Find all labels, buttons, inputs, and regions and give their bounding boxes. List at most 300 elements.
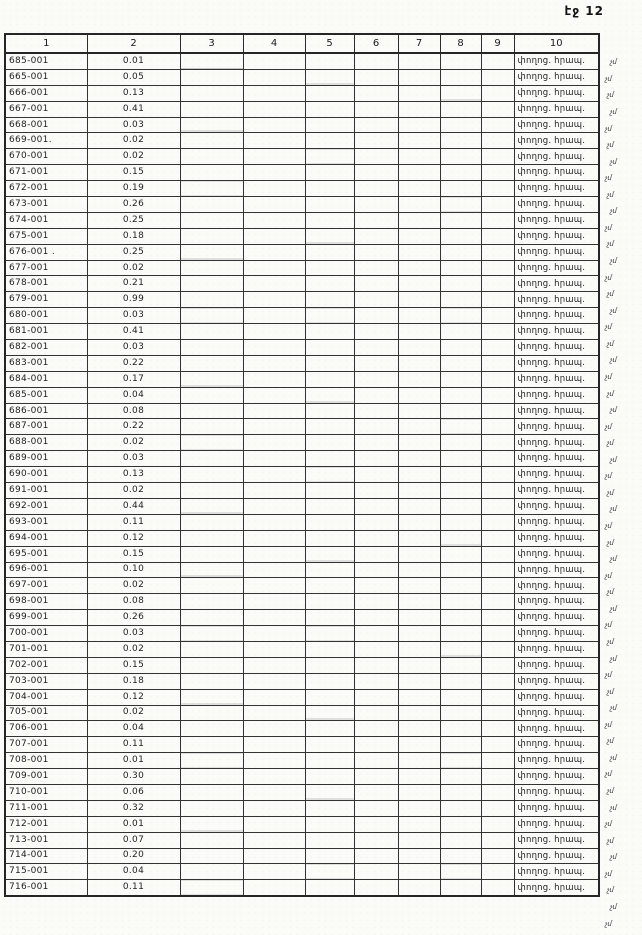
empty-cell [440, 753, 481, 769]
parcel-id-cell: 682-001 [5, 340, 87, 356]
empty-cell [180, 149, 243, 165]
empty-cell [305, 181, 354, 197]
empty-cell [481, 419, 514, 435]
empty-cell [440, 530, 481, 546]
empty-cell [440, 53, 481, 69]
empty-cell [440, 769, 481, 785]
parcel-id-cell: 711-001 [5, 800, 87, 816]
margin-note: չմ [610, 157, 617, 166]
parcel-id-cell: 701-001 [5, 641, 87, 657]
street-type-cell: փողոց. հրապ. [514, 721, 599, 737]
empty-cell [398, 514, 440, 530]
table-row [5, 197, 599, 213]
margin-note: չմ [607, 588, 614, 597]
empty-cell [440, 689, 481, 705]
empty-cell [440, 371, 481, 387]
empty-cell [305, 451, 354, 467]
parcel-id-cell: 715-001 [5, 864, 87, 880]
table-row [5, 800, 599, 816]
empty-cell [440, 165, 481, 181]
empty-cell [354, 578, 398, 594]
street-type-cell: փողոց. հրապ. [514, 816, 599, 832]
empty-cell [354, 769, 398, 785]
empty-cell [180, 117, 243, 133]
empty-cell [398, 244, 440, 260]
empty-cell [398, 53, 440, 69]
empty-cell [305, 324, 354, 340]
parcel-id-cell: 703-001 [5, 673, 87, 689]
area-value-cell: 0.08 [87, 403, 180, 419]
street-type-cell: փողոց. հրապ. [514, 117, 599, 133]
street-type-cell: փողոց. հրապ. [514, 101, 599, 117]
empty-cell [481, 467, 514, 483]
parcel-id-cell: 669-001. [5, 133, 87, 149]
empty-cell [440, 419, 481, 435]
empty-cell [398, 308, 440, 324]
table-row [5, 101, 599, 117]
table-row [5, 467, 599, 483]
column-header-2: 2 [87, 34, 180, 53]
empty-cell [481, 880, 514, 896]
table-row [5, 403, 599, 419]
empty-cell [305, 260, 354, 276]
empty-cell [398, 848, 440, 864]
margin-note: չմ [610, 803, 617, 812]
empty-cell [180, 165, 243, 181]
empty-cell [398, 149, 440, 165]
area-value-cell: 0.02 [87, 483, 180, 499]
empty-cell [398, 578, 440, 594]
empty-cell [243, 260, 305, 276]
empty-cell [398, 784, 440, 800]
empty-cell [440, 197, 481, 213]
empty-cell [440, 641, 481, 657]
empty-cell [243, 419, 305, 435]
empty-cell [243, 784, 305, 800]
margin-note: չմ [607, 886, 614, 895]
empty-cell [243, 483, 305, 499]
empty-cell [398, 832, 440, 848]
empty-cell [354, 546, 398, 562]
empty-cell [481, 498, 514, 514]
street-type-cell: փողոց. հրապ. [514, 657, 599, 673]
street-type-cell: փողոց. հրապ. [514, 800, 599, 816]
margin-note: չմ [607, 538, 614, 547]
empty-cell [305, 133, 354, 149]
parcel-id-cell: 685-001 [5, 53, 87, 69]
margin-note: չմ [605, 174, 612, 183]
empty-cell [354, 276, 398, 292]
street-type-cell: փողոց. հրապ. [514, 149, 599, 165]
table-row [5, 689, 599, 705]
empty-cell [440, 832, 481, 848]
table-row [5, 721, 599, 737]
empty-cell [243, 53, 305, 69]
empty-cell [180, 244, 243, 260]
empty-cell [481, 85, 514, 101]
parcel-id-cell: 710-001 [5, 784, 87, 800]
empty-cell [481, 864, 514, 880]
area-value-cell: 0.02 [87, 260, 180, 276]
empty-cell [305, 101, 354, 117]
street-type-cell: փողոց. հրապ. [514, 85, 599, 101]
empty-cell [398, 101, 440, 117]
empty-cell [354, 149, 398, 165]
area-value-cell: 0.01 [87, 753, 180, 769]
margin-note: չմ [607, 190, 614, 199]
empty-cell [354, 626, 398, 642]
parcel-id-cell: 694-001 [5, 530, 87, 546]
empty-cell [305, 594, 354, 610]
empty-cell [398, 864, 440, 880]
empty-cell [440, 117, 481, 133]
area-value-cell: 0.02 [87, 641, 180, 657]
area-value-cell: 0.07 [87, 832, 180, 848]
parcel-id-cell: 676-001 . [5, 244, 87, 260]
empty-cell [481, 149, 514, 165]
area-value-cell: 0.99 [87, 292, 180, 308]
area-value-cell: 0.13 [87, 467, 180, 483]
empty-cell [481, 69, 514, 85]
empty-cell [354, 880, 398, 896]
empty-cell [398, 737, 440, 753]
empty-cell [243, 880, 305, 896]
margin-note: չմ [605, 472, 612, 481]
empty-cell [481, 848, 514, 864]
empty-cell [180, 212, 243, 228]
empty-cell [180, 355, 243, 371]
parcel-id-cell: 675-001 [5, 228, 87, 244]
parcel-id-cell: 666-001 [5, 85, 87, 101]
empty-cell [398, 753, 440, 769]
empty-cell [180, 737, 243, 753]
empty-cell [440, 626, 481, 642]
street-type-cell: փողոց. հրապ. [514, 864, 599, 880]
empty-cell [180, 101, 243, 117]
empty-cell [481, 483, 514, 499]
empty-cell [305, 498, 354, 514]
table-row [5, 85, 599, 101]
empty-cell [481, 800, 514, 816]
empty-cell [305, 419, 354, 435]
area-value-cell: 0.30 [87, 769, 180, 785]
area-value-cell: 0.11 [87, 737, 180, 753]
empty-cell [180, 371, 243, 387]
empty-cell [243, 721, 305, 737]
empty-cell [243, 276, 305, 292]
area-value-cell: 0.12 [87, 530, 180, 546]
table-row [5, 69, 599, 85]
empty-cell [243, 610, 305, 626]
parcel-id-cell: 668-001 [5, 117, 87, 133]
empty-cell [180, 435, 243, 451]
margin-note: չմ [607, 439, 614, 448]
empty-cell [354, 673, 398, 689]
margin-note: չմ [610, 604, 617, 613]
margin-note: չմ [607, 687, 614, 696]
empty-cell [354, 816, 398, 832]
parcel-id-cell: 684-001 [5, 371, 87, 387]
empty-cell [354, 753, 398, 769]
empty-cell [354, 69, 398, 85]
empty-cell [481, 737, 514, 753]
margin-note: չմ [607, 91, 614, 100]
parcel-id-cell: 689-001 [5, 451, 87, 467]
parcel-id-cell: 705-001 [5, 705, 87, 721]
empty-cell [180, 546, 243, 562]
empty-cell [243, 69, 305, 85]
empty-cell [243, 244, 305, 260]
empty-cell [305, 721, 354, 737]
empty-cell [398, 435, 440, 451]
street-type-cell: փողոց. հրապ. [514, 228, 599, 244]
empty-cell [354, 165, 398, 181]
parcel-id-cell: 704-001 [5, 689, 87, 705]
empty-cell [440, 467, 481, 483]
parcel-id-cell: 685-001 [5, 387, 87, 403]
margin-note: չմ [610, 704, 617, 713]
empty-cell [305, 371, 354, 387]
empty-cell [440, 387, 481, 403]
area-value-cell: 0.02 [87, 149, 180, 165]
table-row [5, 514, 599, 530]
area-value-cell: 0.13 [87, 85, 180, 101]
empty-cell [398, 498, 440, 514]
parcel-id-cell: 692-001 [5, 498, 87, 514]
empty-cell [305, 610, 354, 626]
column-header-7: 7 [398, 34, 440, 53]
margin-note: չմ [610, 902, 617, 911]
street-type-cell: փողոց. հրապ. [514, 530, 599, 546]
parcel-id-cell: 693-001 [5, 514, 87, 530]
empty-cell [243, 371, 305, 387]
empty-cell [305, 228, 354, 244]
table-row [5, 784, 599, 800]
parcel-id-cell: 713-001 [5, 832, 87, 848]
table-row [5, 181, 599, 197]
empty-cell [398, 133, 440, 149]
empty-cell [180, 864, 243, 880]
empty-cell [440, 308, 481, 324]
area-value-cell: 0.44 [87, 498, 180, 514]
table-row [5, 498, 599, 514]
empty-cell [398, 673, 440, 689]
empty-cell [354, 483, 398, 499]
empty-cell [354, 848, 398, 864]
area-value-cell: 0.02 [87, 435, 180, 451]
parcel-id-cell: 683-001 [5, 355, 87, 371]
parcel-id-cell: 691-001 [5, 483, 87, 499]
empty-cell [243, 641, 305, 657]
empty-cell [243, 228, 305, 244]
empty-cell [440, 292, 481, 308]
area-value-cell: 0.02 [87, 578, 180, 594]
empty-cell [243, 165, 305, 181]
table-row [5, 530, 599, 546]
parcel-id-cell: 699-001 [5, 610, 87, 626]
table-body [5, 53, 599, 896]
empty-cell [481, 641, 514, 657]
empty-cell [243, 101, 305, 117]
empty-cell [398, 546, 440, 562]
empty-cell [243, 498, 305, 514]
empty-cell [243, 769, 305, 785]
margin-note: չմ [605, 770, 612, 779]
empty-cell [481, 260, 514, 276]
table-row [5, 355, 599, 371]
empty-cell [243, 117, 305, 133]
street-type-cell: փողոց. հրապ. [514, 244, 599, 260]
empty-cell [180, 53, 243, 69]
empty-cell [243, 657, 305, 673]
margin-note: չմ [605, 74, 612, 83]
margin-note: չմ [610, 455, 617, 464]
street-type-cell: փողոց. հրապ. [514, 784, 599, 800]
empty-cell [398, 594, 440, 610]
empty-cell [440, 403, 481, 419]
area-value-cell: 0.08 [87, 594, 180, 610]
table-row [5, 212, 599, 228]
empty-cell [398, 69, 440, 85]
empty-cell [398, 483, 440, 499]
empty-cell [481, 324, 514, 340]
parcel-id-cell: 702-001 [5, 657, 87, 673]
empty-cell [305, 165, 354, 181]
table-row [5, 260, 599, 276]
parcel-id-cell: 690-001 [5, 467, 87, 483]
table-row [5, 117, 599, 133]
empty-cell [180, 324, 243, 340]
empty-cell [481, 721, 514, 737]
empty-cell [180, 610, 243, 626]
empty-cell [354, 467, 398, 483]
table-row [5, 578, 599, 594]
street-type-cell: փողոց. հրապ. [514, 403, 599, 419]
empty-cell [243, 133, 305, 149]
empty-cell [481, 435, 514, 451]
parcel-id-cell: 674-001 [5, 212, 87, 228]
empty-cell [354, 737, 398, 753]
empty-cell [305, 562, 354, 578]
street-type-cell: փողոց. հրապ. [514, 276, 599, 292]
empty-cell [180, 816, 243, 832]
empty-cell [440, 451, 481, 467]
parcel-id-cell: 707-001 [5, 737, 87, 753]
margin-note: չմ [610, 306, 617, 315]
area-value-cell: 0.25 [87, 212, 180, 228]
parcel-id-cell: 667-001 [5, 101, 87, 117]
empty-cell [354, 53, 398, 69]
empty-cell [180, 673, 243, 689]
empty-cell [398, 228, 440, 244]
empty-cell [180, 530, 243, 546]
empty-cell [243, 864, 305, 880]
empty-cell [440, 324, 481, 340]
empty-cell [398, 641, 440, 657]
table-row [5, 562, 599, 578]
street-type-cell: փողոց. հրապ. [514, 641, 599, 657]
empty-cell [440, 483, 481, 499]
table-row [5, 228, 599, 244]
table-row [5, 848, 599, 864]
area-value-cell: 0.04 [87, 864, 180, 880]
empty-cell [481, 705, 514, 721]
empty-cell [305, 816, 354, 832]
empty-cell [243, 689, 305, 705]
empty-cell [243, 355, 305, 371]
empty-cell [243, 324, 305, 340]
empty-cell [398, 657, 440, 673]
empty-cell [180, 498, 243, 514]
parcel-id-cell: 700-001 [5, 626, 87, 642]
empty-cell [481, 53, 514, 69]
parcel-id-cell: 696-001 [5, 562, 87, 578]
empty-cell [180, 387, 243, 403]
empty-cell [305, 85, 354, 101]
parcel-id-cell: 697-001 [5, 578, 87, 594]
empty-cell [398, 276, 440, 292]
area-value-cell: 0.15 [87, 546, 180, 562]
empty-cell [243, 340, 305, 356]
empty-cell [440, 340, 481, 356]
empty-cell [305, 673, 354, 689]
empty-cell [481, 101, 514, 117]
empty-cell [354, 387, 398, 403]
empty-cell [243, 514, 305, 530]
table-row [5, 53, 599, 69]
street-type-cell: փողոց. հրապ. [514, 260, 599, 276]
street-type-cell: փողոց. հրապ. [514, 705, 599, 721]
empty-cell [481, 546, 514, 562]
empty-cell [180, 641, 243, 657]
empty-cell [398, 530, 440, 546]
area-value-cell: 0.10 [87, 562, 180, 578]
empty-cell [440, 880, 481, 896]
area-value-cell: 0.41 [87, 324, 180, 340]
empty-cell [398, 689, 440, 705]
empty-cell [305, 689, 354, 705]
empty-cell [354, 117, 398, 133]
empty-cell [440, 85, 481, 101]
street-type-cell: փողոց. հրապ. [514, 673, 599, 689]
empty-cell [398, 800, 440, 816]
empty-cell [180, 800, 243, 816]
street-type-cell: փողոց. հրապ. [514, 181, 599, 197]
street-type-cell: փողոց. հրապ. [514, 435, 599, 451]
empty-cell [481, 530, 514, 546]
street-type-cell: փողոց. հրապ. [514, 483, 599, 499]
empty-cell [440, 816, 481, 832]
empty-cell [440, 181, 481, 197]
empty-cell [354, 514, 398, 530]
empty-cell [305, 435, 354, 451]
empty-cell [305, 626, 354, 642]
empty-cell [398, 451, 440, 467]
empty-cell [305, 308, 354, 324]
margin-note: չմ [605, 869, 612, 878]
empty-cell [243, 308, 305, 324]
empty-cell [354, 657, 398, 673]
empty-cell [440, 133, 481, 149]
empty-cell [180, 689, 243, 705]
empty-cell [481, 832, 514, 848]
table-row [5, 244, 599, 260]
empty-cell [180, 85, 243, 101]
empty-cell [398, 292, 440, 308]
table-row [5, 165, 599, 181]
empty-cell [243, 705, 305, 721]
empty-cell [398, 117, 440, 133]
